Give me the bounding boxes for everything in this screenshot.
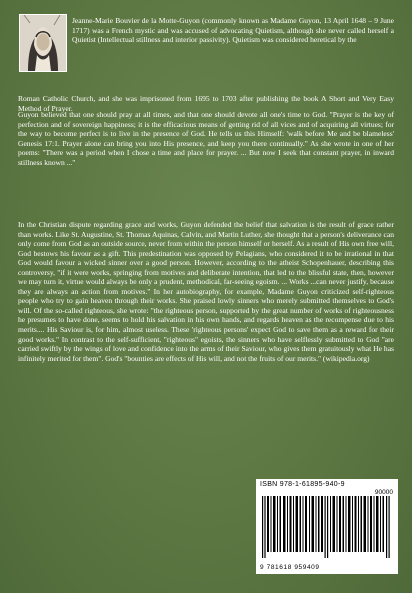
isbn-label: ISBN 978-1-61895-940-9 [260,481,345,488]
prayer-paragraph: Guyon believed that one should pray at all times, and that one should devote all one's time to God. "Prayer is the key of perfection and of sovereign happiness; it is the efficacious means of getting rid of all vices and of acquiring all virtues; for the way to become perfect is to live in the presence of God. He tells us this Himself: 'walk before Me and be blameless' Genesis 17:1. Prayer alone can bring you into His presence, and keep you there continually." As she wrote in one of her poems: "There was a period when I chose a time and place for prayer. ... But now I seek that constant prayer, in inward stillness known ..." [18,110,394,167]
isbn-barcode [256,479,398,574]
barcode-digits: 9 781618 959409 [260,564,320,571]
price-code: 90000 [374,489,393,496]
intro-paragraph: Jeanne-Marie Bouvier de la Motte-Guyon (commonly known as Madame Guyon, 13 April 1648 – 9 June 1717) was a French mystic and was accused of advocating Quietism, although she never called herself a Quietist (Intellectual stillness and interior passivity). Quietism was considered heretical by the [72,16,394,45]
barcode-bars [262,496,392,558]
author-portrait [19,14,67,72]
intro-paragraph-continued: Roman Catholic Church, and she was imprisoned from 1695 to 1703 after publishing the book A Short and Very Easy Method of Prayer. [18,94,394,113]
grace-works-paragraph: In the Christian dispute regarding grace and works, Guyon defended the belief that salvation is the result of grace rather than works. Like St. Augustine, St. Thomas Aquinas, Calvin, and Martin Luther, she thought that a person's deliverance can only come from God as an outside source, never from within the person himself or herself. As a result of His own free will, God bestows his favour as a gift. This predestination was opposed by Pelagians, who considered it to be irrational in that God would favour a wicked sinner over a good person. However, according to the atheist Schopenhauer, describing this controversy, "if it were works, springing from motives and deliberate intention, that led to the blissful state, then, however we may turn it, virtue would always be only a prudent, methodical, far-seeing egoism. ... Works ...can never justify, because they are always an action from motives." In her autobiography, for example, Madame Guyon criticized self-righteous people who try to gain heaven through their works. She praised lowly sinners who merely submitted themselves to God's will. Of the so-called righteous, she wrote: "the righteous person, supported by the great number of works of righteousness he presumes to have done, seems to hold his salvation in his own hands, and regards heaven as the recompense due to his merits.... His Saviour is, for him, almost useless. These 'righteous persons' expect God to save them as a reward for their good works." In contrast to the self-sufficient, "righteous" egoists, the sinners who have selflessly submitted to God "are carried swiftly by the wings of love and confidence into the arms of their Saviour, who gives them gratuitously what He has infinitely merited for them". God's "bounties are effects of His will, and not the fruits of our merits." (wikipedia.org) [18,220,394,363]
